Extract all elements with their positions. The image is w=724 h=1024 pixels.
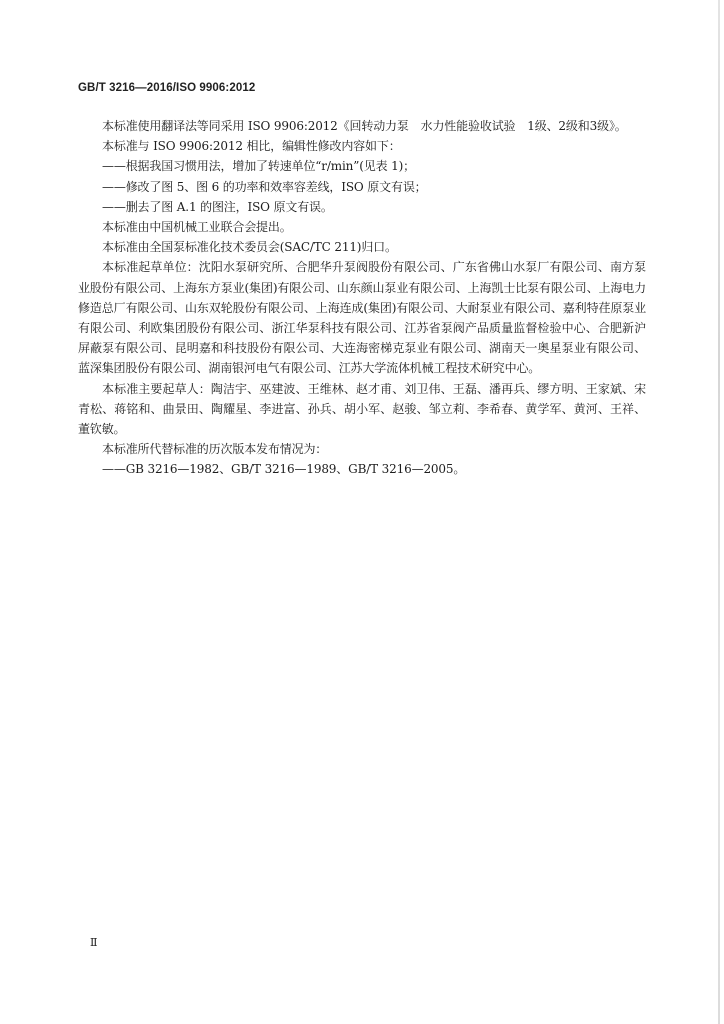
paragraph-history-intro: 本标准所代替标准的历次版本发布情况为： [102,442,328,457]
paragraph-drafting-units: 本标准起草单位：沈阳水泵研究所、合肥华升泵阀股份有限公司、广东省佛山水泵厂有限公司、南方泵业股份有限公司、上海东方泵业(集团)有限公司、山东颜山泵业有限公司、上海凯士比泵有限公司、上海电力修造总厂有限公司、山东双轮股份有限公司、上海连成(集团)有限公司、大耐泵业有限公司、嘉利特荏原泵业有限公司、利欧集团股份有限公司、浙江华泵科技有限公司、江苏省泵阀产品质量监督检验中心、合肥新沪屏蔽泵有限公司、昆明嘉和科技股份有限公司、大连海密梯克泵业有限公司、湖南天一奥星泵业有限公司、蓝深集团股份有限公司、湖南银河电气有限公司、江苏大学流体机械工程技术研究中心。 [78,260,646,376]
list-item-change-1: ——根据我国习惯用法，增加了转速单位“r/min”(见表 1)； [102,159,416,174]
paragraph-editorial-changes: 本标准与 ISO 9906:2012 相比，编辑性修改内容如下： [102,139,401,154]
list-item-history: ——GB 3216—1982、GB/T 3216—1989、GB/T 3216—2005。 [102,462,466,477]
paragraph-committee: 本标准由全国泵标准化技术委员会(SAC/TC 211)归口。 [102,240,397,255]
paragraph-drafters: 本标准主要起草人：陶洁宇、巫建波、王维林、赵才甫、刘卫伟、王磊、潘再兵、缪方明、王家斌、宋青松、蒋铭和、曲景田、陶耀星、李进富、孙兵、胡小军、赵骏、邹立莉、李希春、黄学军、黄河、王祥、董钦敏。 [78,381,646,437]
paragraph-adoption: 本标准使用翻译法等同采用 ISO 9906:2012《回转动力泵 水力性能验收试验 1级、2级和3级》。 [102,119,627,133]
foreword-body [78,116,646,480]
list-item-change-2: ——修改了图 5、图 6 的功率和效率容差线，ISO 原文有误； [102,179,427,194]
standard-number-header: GB/T 3216—2016/ISO 9906:2012 [78,82,256,94]
paragraph-proposer: 本标准由中国机械工业联合会提出。 [102,220,292,235]
list-item-change-3: ——删去了图 A.1 的图注，ISO 原文有误。 [102,199,333,214]
scan-edge-shadow [718,0,720,1024]
page-number: Ⅱ [90,936,98,949]
